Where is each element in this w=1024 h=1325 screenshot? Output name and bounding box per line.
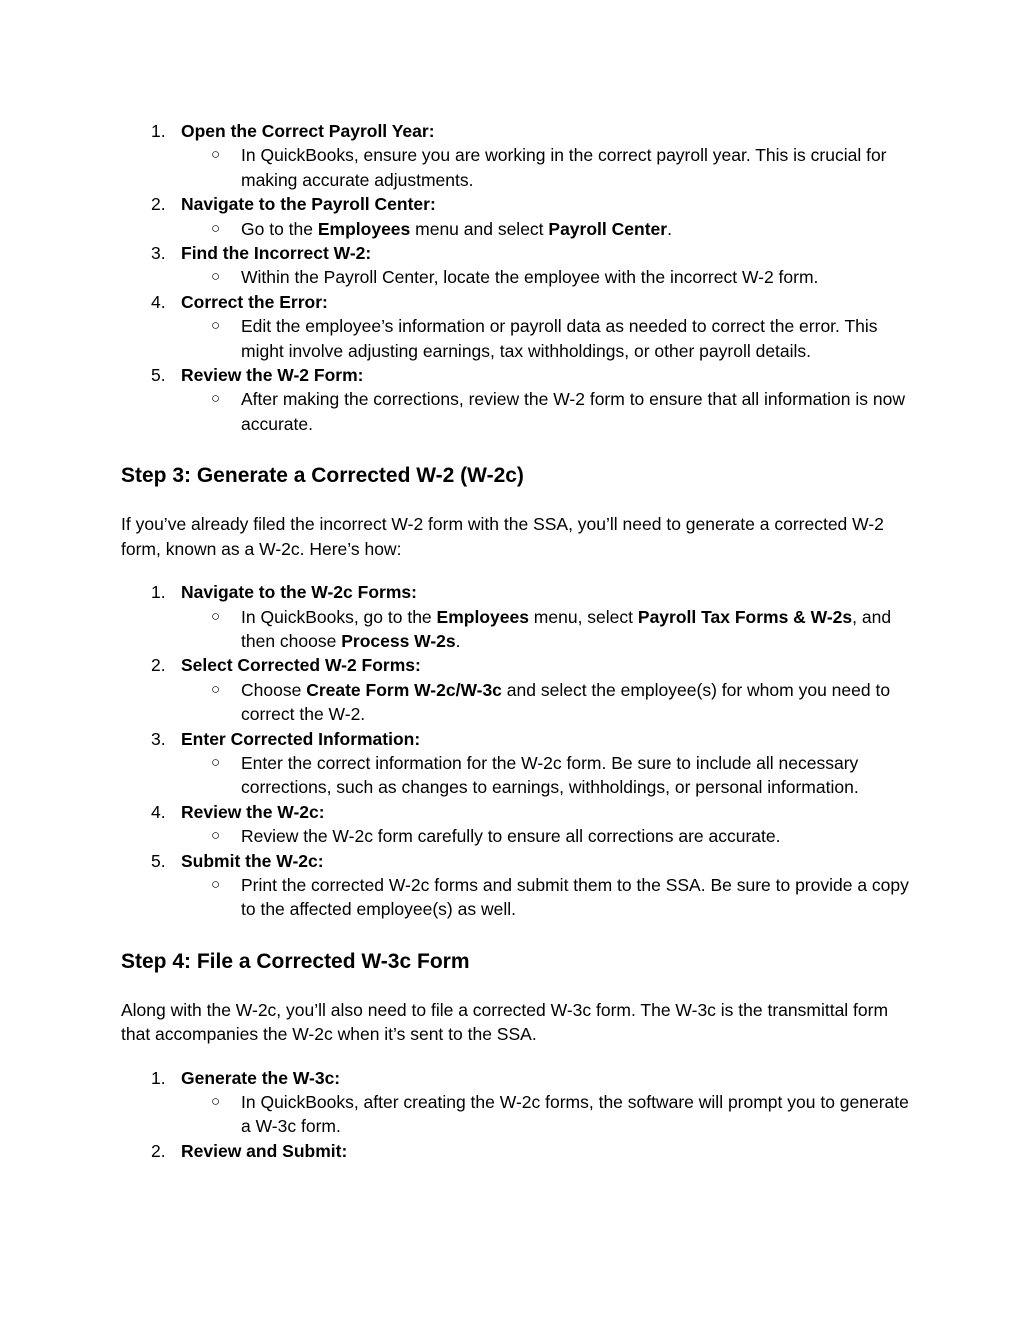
list-number: 1. <box>151 121 166 141</box>
sub-list <box>181 143 911 192</box>
sub-list-item <box>181 1090 911 1139</box>
list-item <box>121 580 911 653</box>
step3-heading: Step 3: Generate a Corrected W-2 (W-2c) <box>121 464 524 488</box>
step3-intro: If you’ve already filed the incorrect W-2 form with the SSA, you’ll need to generate a corrected W-2 form, known as a W-2c. Here’s how: <box>121 514 884 559</box>
hollow-circle-bullet-icon: ○ <box>211 875 221 893</box>
sub-list <box>181 873 911 922</box>
list-item <box>121 363 911 436</box>
hollow-circle-bullet-icon: ○ <box>211 680 221 698</box>
sub-list <box>181 314 911 363</box>
list-item <box>121 800 911 849</box>
sub-list-item <box>181 265 911 289</box>
hollow-circle-bullet-icon: ○ <box>211 1093 221 1110</box>
w3c-steps-list <box>121 1066 911 1164</box>
sub-list <box>181 265 911 289</box>
sub-list <box>181 751 911 800</box>
correction-steps-list <box>121 119 911 436</box>
list-item <box>121 119 911 192</box>
list-item <box>121 241 911 290</box>
hollow-circle-bullet-icon: ○ <box>211 268 221 286</box>
bold-term: Process W-2s <box>341 630 456 651</box>
sub-list-item <box>181 824 911 848</box>
list-item <box>121 1139 911 1163</box>
step-title: Find the Incorrect W-2: <box>181 243 372 264</box>
sub-list <box>181 678 911 727</box>
sub-item-text: Go to the <box>241 218 318 239</box>
list-number: 3. <box>151 728 166 749</box>
sub-list <box>181 1090 911 1139</box>
sub-item-text: menu, select <box>528 606 638 627</box>
hollow-circle-bullet-icon: ○ <box>211 317 221 335</box>
bold-term: Employees <box>317 218 411 239</box>
sub-list-item <box>181 678 911 727</box>
step-title: Open the Correct Payroll Year: <box>181 121 435 141</box>
sub-list-item <box>181 751 911 800</box>
sub-item-text: Edit the employee’s information or payroll data as needed to correct the error. This might involve adjusting earnings, tax withholdings, or other payroll details. <box>241 316 878 361</box>
sub-item-text: menu and select <box>410 218 549 239</box>
list-number: 3. <box>151 243 166 264</box>
step4-intro: Along with the W-2c, you’ll also need to file a corrected W-3c form. The W-3c is the transmittal form that accompanies the W-2c when it’s sent to the SSA. <box>121 999 889 1045</box>
bold-term: Create Form W-2c/W-3c <box>306 679 502 700</box>
step-title: Navigate to the W-2c Forms: <box>181 582 417 603</box>
step-title: Correct the Error: <box>181 291 328 312</box>
sub-item-text: and select the employee(s) for whom you need to correct the W-2. <box>241 679 891 725</box>
sub-item-text: Review the W-2c form carefully to ensure all corrections are accurate. <box>241 826 781 847</box>
sub-list-item <box>181 314 911 363</box>
list-number: 5. <box>151 365 166 386</box>
sub-list <box>181 217 911 241</box>
hollow-circle-bullet-icon: ○ <box>211 607 221 625</box>
list-item <box>121 1066 911 1139</box>
bold-term: Payroll Tax Forms & W-2s <box>637 606 853 627</box>
sub-item-text: In QuickBooks, after creating the W-2c forms, the software will prompt you to generate a W-3c form. <box>241 1092 909 1137</box>
list-item <box>121 849 911 922</box>
sub-list <box>181 824 911 848</box>
sub-item-text: . <box>667 218 672 239</box>
list-item <box>121 727 911 800</box>
step-title: Navigate to the Payroll Center: <box>181 194 436 215</box>
sub-item-text: Enter the correct information for the W-2c form. Be sure to include all necessary corrections, such as changes to earnings, withholdings, or personal information. <box>241 752 859 798</box>
list-number: 2. <box>151 194 166 215</box>
sub-item-text: Within the Payroll Center, locate the employee with the incorrect W-2 form. <box>241 267 819 288</box>
hollow-circle-bullet-icon: ○ <box>211 753 221 771</box>
sub-list <box>181 605 911 654</box>
list-item <box>121 653 911 726</box>
step-title: Enter Corrected Information: <box>181 728 421 749</box>
sub-item-text: . <box>455 630 461 651</box>
sub-item-text: , and then choose <box>241 606 892 651</box>
sub-list-item <box>181 217 911 241</box>
list-number: 1. <box>151 582 166 603</box>
sub-list <box>181 387 911 436</box>
hollow-circle-bullet-icon: ○ <box>211 390 221 408</box>
sub-list-item <box>181 387 911 436</box>
hollow-circle-bullet-icon: ○ <box>211 827 221 845</box>
list-number: 1. <box>151 1067 166 1088</box>
hollow-circle-bullet-icon: ○ <box>211 146 221 164</box>
sub-item-text: In QuickBooks, ensure you are working in the correct payroll year. This is crucial for making accurate adjustments. <box>241 145 887 190</box>
list-number: 5. <box>151 850 166 871</box>
w2c-steps-list <box>121 580 911 922</box>
step-title: Review the W-2 Form: <box>181 365 364 386</box>
list-number: 4. <box>151 801 166 822</box>
sub-item-text: Print the corrected W-2c forms and submit them to the SSA. Be sure to provide a copy to the affected employee(s) as well. <box>241 874 909 920</box>
step-title: Review the W-2c: <box>181 801 325 822</box>
step-title: Review and Submit: <box>181 1140 348 1161</box>
sub-item-text: Choose <box>241 679 307 700</box>
sub-list-item <box>181 873 911 922</box>
list-number: 2. <box>151 655 166 676</box>
list-number: 2. <box>151 1140 166 1161</box>
hollow-circle-bullet-icon: ○ <box>211 219 221 237</box>
sub-item-text: After making the corrections, review the W-2 form to ensure that all information is now accurate. <box>241 389 905 434</box>
list-item <box>121 290 911 363</box>
step-title: Submit the W-2c: <box>181 850 324 871</box>
step-title: Select Corrected W-2 Forms: <box>181 655 421 676</box>
sub-list-item <box>181 605 911 654</box>
list-number: 4. <box>151 291 166 312</box>
list-item <box>121 192 911 241</box>
bold-term: Payroll Center <box>548 218 668 239</box>
document-content <box>121 119 911 1163</box>
step4-heading: Step 4: File a Corrected W-3c Form <box>121 949 470 973</box>
step-title: Generate the W-3c: <box>181 1067 341 1088</box>
sub-item-text: In QuickBooks, go to the <box>241 606 437 627</box>
sub-list-item <box>181 143 911 192</box>
bold-term: Employees <box>436 606 529 627</box>
